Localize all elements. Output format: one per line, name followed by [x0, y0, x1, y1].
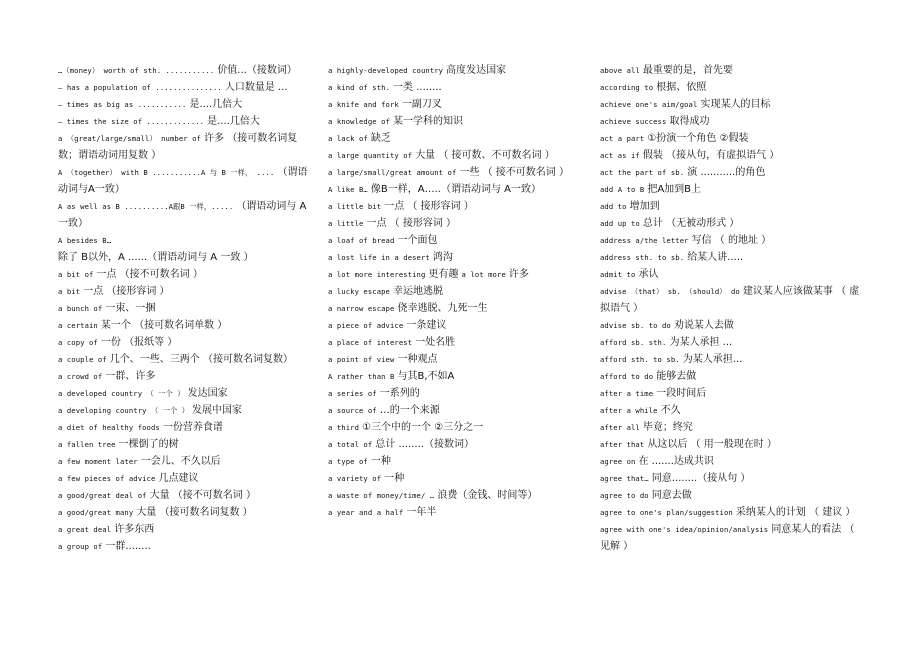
chinese-meaning: 为某人承担... [682, 354, 743, 365]
english-phrase: achieve one's aim/goal [600, 100, 698, 109]
chinese-meaning: 缺乏 [370, 133, 391, 144]
english-phrase: agree on [600, 457, 636, 466]
english-phrase: act a part [600, 134, 645, 143]
list-item [328, 266, 578, 283]
list-item [328, 215, 578, 232]
list-item [58, 470, 308, 487]
chinese-meaning: 一棵倒了的树 [118, 439, 179, 450]
chinese-meaning: 几个、一些、三两个 （接可数名词复数） [109, 354, 293, 365]
chinese-meaning: 几点建议 [158, 473, 199, 484]
chinese-meaning: 大量 （接可数名词复数 ） [136, 507, 253, 518]
list-item [328, 79, 578, 96]
english-phrase: a developed country （ 一个 ） [58, 389, 185, 398]
english-phrase: agree that… [600, 474, 649, 483]
list-item [328, 198, 578, 215]
list-item [328, 351, 578, 368]
chinese-meaning: （谓语动词与 A 一致） [58, 201, 307, 229]
list-item [600, 130, 862, 147]
english-phrase: a （great/large/small） number of [58, 134, 201, 143]
list-item [600, 181, 862, 198]
english-phrase: add up to [600, 219, 640, 228]
list-item [58, 351, 308, 368]
chinese-meaning: 总计 （无被动形式 ） [642, 218, 740, 229]
list-item [328, 368, 578, 385]
english-phrase: admit to [600, 270, 636, 279]
chinese-meaning: 一点 （ 接形容词 ） [366, 218, 457, 229]
english-phrase: achieve success [600, 117, 667, 126]
list-item [328, 62, 578, 79]
english-phrase: add to [600, 202, 627, 211]
english-phrase: agree with one's idea/opinion/analysis [600, 525, 769, 534]
english-phrase: afford sth. to sb. [600, 355, 680, 364]
chinese-meaning: 同意去做 [651, 490, 692, 501]
chinese-meaning: 建议某人应该做某事 （ 虚拟语气 ） [600, 286, 860, 314]
english-phrase: a lucky escape [328, 287, 390, 296]
chinese-meaning: 许多 （接可数名词复数；谓语动词用复数 ） [58, 133, 298, 161]
chinese-meaning: 假装 （接从句，有虚拟语气 ） [642, 150, 780, 161]
english-phrase: after all [600, 423, 640, 432]
english-phrase: A like B… [328, 185, 368, 194]
english-phrase: according to [600, 83, 654, 92]
chinese-meaning: 一点 （接形容词 ） [83, 286, 170, 297]
english-phrase: a good/great deal of [58, 491, 147, 500]
chinese-meaning: 最重要的是，首先要 [642, 65, 733, 76]
chinese-meaning: 一点 （接不可数名词 ） [96, 269, 203, 280]
chinese-meaning: 一种 [384, 473, 405, 484]
english-phrase: a group of [58, 542, 103, 551]
list-item [58, 453, 308, 470]
chinese-meaning: 承认 [638, 269, 659, 280]
chinese-meaning: 一个面包 [397, 235, 438, 246]
list-item [600, 62, 862, 79]
list-item [58, 96, 308, 113]
english-phrase: …（money） worth of sth. ........... [58, 66, 215, 75]
list-item [328, 147, 578, 164]
english-phrase: a knowledge of [328, 117, 390, 126]
list-item [600, 215, 862, 232]
list-item [328, 249, 578, 266]
list-item [328, 113, 578, 130]
list-item [328, 419, 578, 436]
english-phrase: a bit [58, 287, 81, 296]
chinese-meaning: 不久 [660, 405, 681, 416]
list-item [328, 232, 578, 249]
list-item [600, 470, 862, 487]
english-phrase: a lot more [461, 270, 506, 279]
column-1 [58, 62, 308, 555]
list-item [328, 334, 578, 351]
chinese-meaning: 许多东西 [114, 524, 155, 535]
chinese-meaning: 一会儿、不久以后 [140, 456, 221, 467]
english-phrase: a bunch of [58, 304, 103, 313]
list-item [600, 266, 862, 283]
list-item [600, 504, 862, 521]
list-item [600, 147, 862, 164]
english-phrase: a diet of healthy foods [58, 423, 160, 432]
list-item [328, 453, 578, 470]
chinese-meaning: 一群........ [105, 541, 151, 552]
english-phrase: after a time [600, 389, 654, 398]
chinese-meaning: 增加到 [629, 201, 660, 212]
english-phrase: a lost life in a desert [328, 253, 430, 262]
list-item [328, 402, 578, 419]
english-phrase: a third [328, 423, 359, 432]
list-item [600, 164, 862, 181]
chinese-meaning: 除了 B以外，A ......（谓语动词与 A 一致 ） [58, 252, 254, 263]
list-item [58, 334, 308, 351]
chinese-meaning: 一种观点 [397, 354, 438, 365]
english-phrase: a highly-developed country [328, 66, 444, 75]
chinese-meaning: 浪费（金钱、时间等） [437, 490, 538, 501]
list-item [328, 96, 578, 113]
chinese-meaning: 人口数量是 ... [224, 82, 288, 93]
list-item [58, 487, 308, 504]
english-phrase: a year and a half [328, 508, 404, 517]
list-item [600, 368, 862, 385]
chinese-meaning: 一种 [370, 456, 391, 467]
english-phrase: a place of interest [328, 338, 413, 347]
list-item [328, 300, 578, 317]
english-phrase: a fallen tree [58, 440, 116, 449]
english-phrase: a waste of money/time/ … [328, 491, 435, 500]
list-item [328, 470, 578, 487]
english-phrase: A besides B… [58, 236, 112, 245]
list-item [600, 96, 862, 113]
english-phrase: a couple of [58, 355, 107, 364]
chinese-meaning: 一份营养食谱 [162, 422, 223, 433]
list-item [600, 487, 862, 504]
chinese-meaning: 价值...（接数词） [217, 65, 297, 76]
list-item [58, 402, 308, 419]
english-phrase: a little [328, 219, 364, 228]
english-phrase: a lack of [328, 134, 368, 143]
chinese-meaning: 把A加到B上 [647, 184, 702, 195]
chinese-meaning: 为某人承担 ... [669, 337, 733, 348]
english-phrase: advise sb. to do [600, 321, 671, 330]
column-2 [328, 62, 578, 521]
list-item [600, 436, 862, 453]
list-item [600, 453, 862, 470]
chinese-meaning: 一段时间后 [656, 388, 707, 399]
english-phrase: – times as big as ........... [58, 100, 187, 109]
list-item [58, 521, 308, 538]
list-item [58, 232, 308, 266]
list-item [328, 487, 578, 504]
chinese-meaning: 幸运地逃脱 [393, 286, 444, 297]
english-phrase: a narrow escape [328, 304, 395, 313]
chinese-meaning: 采纳某人的计划 （ 建议 ） [735, 507, 856, 518]
list-item [600, 521, 862, 555]
english-phrase: a variety of [328, 474, 382, 483]
chinese-meaning: 能够去做 [656, 371, 697, 382]
chinese-meaning: （谓语动词与A一致） [58, 167, 308, 195]
list-item [328, 385, 578, 402]
chinese-meaning: ①三个中的一个 ②三分之一 [362, 422, 484, 433]
chinese-meaning: 在 .......达成共识 [638, 456, 714, 467]
chinese-meaning: 高度发达国家 [446, 65, 507, 76]
list-item [58, 113, 308, 130]
chinese-meaning: 与其B,不如A [397, 371, 455, 382]
list-item [58, 62, 308, 79]
english-phrase: after a while [600, 406, 658, 415]
english-phrase: address a/the letter [600, 236, 689, 245]
english-phrase: A as well as B ..........A跟B 一样，..... [58, 202, 234, 211]
chinese-meaning: 同意........（接从句 ） [651, 473, 751, 484]
english-phrase: a knife and fork [328, 100, 399, 109]
list-item [58, 436, 308, 453]
chinese-meaning: 取得成功 [669, 116, 710, 127]
chinese-meaning: 鸿沟 [432, 252, 453, 263]
english-phrase: a developing country （ 一个 ） [58, 406, 189, 415]
english-phrase: after that [600, 440, 645, 449]
chinese-meaning: 一年半 [406, 507, 437, 518]
english-phrase: agree to one's plan/suggestion [600, 508, 733, 517]
chinese-meaning: 大量 （接不可数名词 ） [149, 490, 256, 501]
list-item [600, 249, 862, 266]
list-item [328, 436, 578, 453]
english-phrase: a bit of [58, 270, 94, 279]
list-item [600, 198, 862, 215]
list-item [58, 300, 308, 317]
list-item [58, 368, 308, 385]
list-item [600, 385, 862, 402]
english-phrase: A （together） with B ...........A 与 B 一样， .... [58, 168, 275, 177]
chinese-meaning: 大量 （ 接可数、不可数名词 ） [415, 150, 555, 161]
chinese-meaning: 根据、依照 [656, 82, 707, 93]
english-phrase: add A to B [600, 185, 645, 194]
chinese-meaning: 一束、一捆 [105, 303, 156, 314]
chinese-meaning: 演 ...........的角色 [687, 167, 766, 178]
english-phrase: a little bit [328, 202, 382, 211]
chinese-meaning: 某一个 （接可数名词单数 ） [100, 320, 228, 331]
chinese-meaning: 许多 [508, 269, 529, 280]
english-phrase: a type of [328, 457, 368, 466]
chinese-meaning: 侥幸逃脱、九死一生 [397, 303, 488, 314]
chinese-meaning: 一些 （ 接不可数名词 ） [459, 167, 569, 178]
list-item [328, 181, 578, 198]
list-item [600, 317, 862, 334]
english-phrase: a lot more interesting [328, 270, 426, 279]
chinese-meaning: 给某人讲..... [687, 252, 744, 263]
chinese-meaning: 一副刀叉 [401, 99, 442, 110]
english-phrase: advise （that） sb. （should） do [600, 287, 740, 296]
chinese-meaning: 发达国家 [187, 388, 228, 399]
english-phrase: a large quantity of [328, 151, 413, 160]
english-phrase: a piece of advice [328, 321, 404, 330]
chinese-meaning: 总计 ........（接数词） [375, 439, 474, 450]
chinese-meaning: 同意某人的看法 （ 见解 ） [600, 524, 855, 552]
list-item [600, 79, 862, 96]
english-phrase: act as if [600, 151, 640, 160]
chinese-meaning: 实现某人的目标 [700, 99, 771, 110]
english-phrase: a loaf of bread [328, 236, 395, 245]
list-item [600, 113, 862, 130]
english-phrase: afford to do [600, 372, 654, 381]
chinese-meaning: 像B一样，A…..（谓语动词与 A一致） [370, 184, 541, 195]
chinese-meaning: 发展中国家 [192, 405, 243, 416]
english-phrase: afford sb. sth. [600, 338, 667, 347]
list-item [58, 419, 308, 436]
list-item [328, 283, 578, 300]
list-item [328, 504, 578, 521]
chinese-meaning: 一条建议 [406, 320, 447, 331]
chinese-meaning: 写信 （ 的地址 ） [691, 235, 772, 246]
english-phrase: a few moment later [58, 457, 138, 466]
chinese-meaning: 是....几倍大 [189, 99, 243, 110]
list-item [58, 79, 308, 96]
chinese-meaning: 更有趣 [428, 269, 459, 280]
list-item [58, 317, 308, 334]
list-item [58, 385, 308, 402]
english-phrase: a kind of sth. [328, 83, 390, 92]
english-phrase: agree to do [600, 491, 649, 500]
english-phrase: above all [600, 66, 640, 75]
list-item [328, 164, 578, 181]
list-item [600, 419, 862, 436]
list-item [328, 317, 578, 334]
list-item [58, 538, 308, 555]
chinese-meaning: 毕竟；终究 [642, 422, 693, 433]
list-item [600, 402, 862, 419]
chinese-meaning: 一处名胜 [415, 337, 456, 348]
english-phrase: a good/great many [58, 508, 134, 517]
chinese-meaning: 从这以后 （ 用一般现在时 ） [647, 439, 777, 450]
english-phrase: – times the size of ............. [58, 117, 205, 126]
chinese-meaning: 一点 （ 接形容词 ） [384, 201, 474, 212]
english-phrase: a few pieces of advice [58, 474, 156, 483]
chinese-meaning: …的一个来源 [379, 405, 440, 416]
list-item [328, 130, 578, 147]
english-phrase: a copy of [58, 338, 98, 347]
column-3 [600, 62, 862, 555]
chinese-meaning: 劝说某人去做 [673, 320, 734, 331]
english-phrase: a large/small/great amount of [328, 168, 457, 177]
list-item [600, 334, 862, 351]
english-phrase: a certain [58, 321, 98, 330]
chinese-meaning: 一系列的 [379, 388, 420, 399]
english-phrase: a crowd of [58, 372, 103, 381]
english-phrase: address sth. to sb. [600, 253, 685, 262]
list-item [600, 232, 862, 249]
chinese-meaning: 某一学科的知识 [393, 116, 464, 127]
english-phrase: a great deal [58, 525, 112, 534]
english-phrase: – has a population of ............... [58, 83, 222, 92]
chinese-meaning: 是....几倍大 [207, 116, 260, 127]
list-item [58, 266, 308, 283]
chinese-meaning: 一份 （报纸等 ） [100, 337, 178, 348]
list-item [58, 283, 308, 300]
chinese-meaning: 一群、许多 [105, 371, 156, 382]
chinese-meaning: 一类 ........ [393, 82, 442, 93]
chinese-meaning: ①扮演一个角色 ②假装 [647, 133, 749, 144]
english-phrase: a point of view [328, 355, 395, 364]
list-item [58, 130, 308, 164]
list-item [58, 198, 308, 232]
list-item [600, 283, 862, 317]
list-item [58, 164, 308, 198]
list-item [58, 504, 308, 521]
english-phrase: act the part of sb. [600, 168, 685, 177]
list-item [600, 351, 862, 368]
english-phrase: A rather than B [328, 372, 395, 381]
english-phrase: a total of [328, 440, 373, 449]
english-phrase: a source of [328, 406, 377, 415]
english-phrase: a series of [328, 389, 377, 398]
